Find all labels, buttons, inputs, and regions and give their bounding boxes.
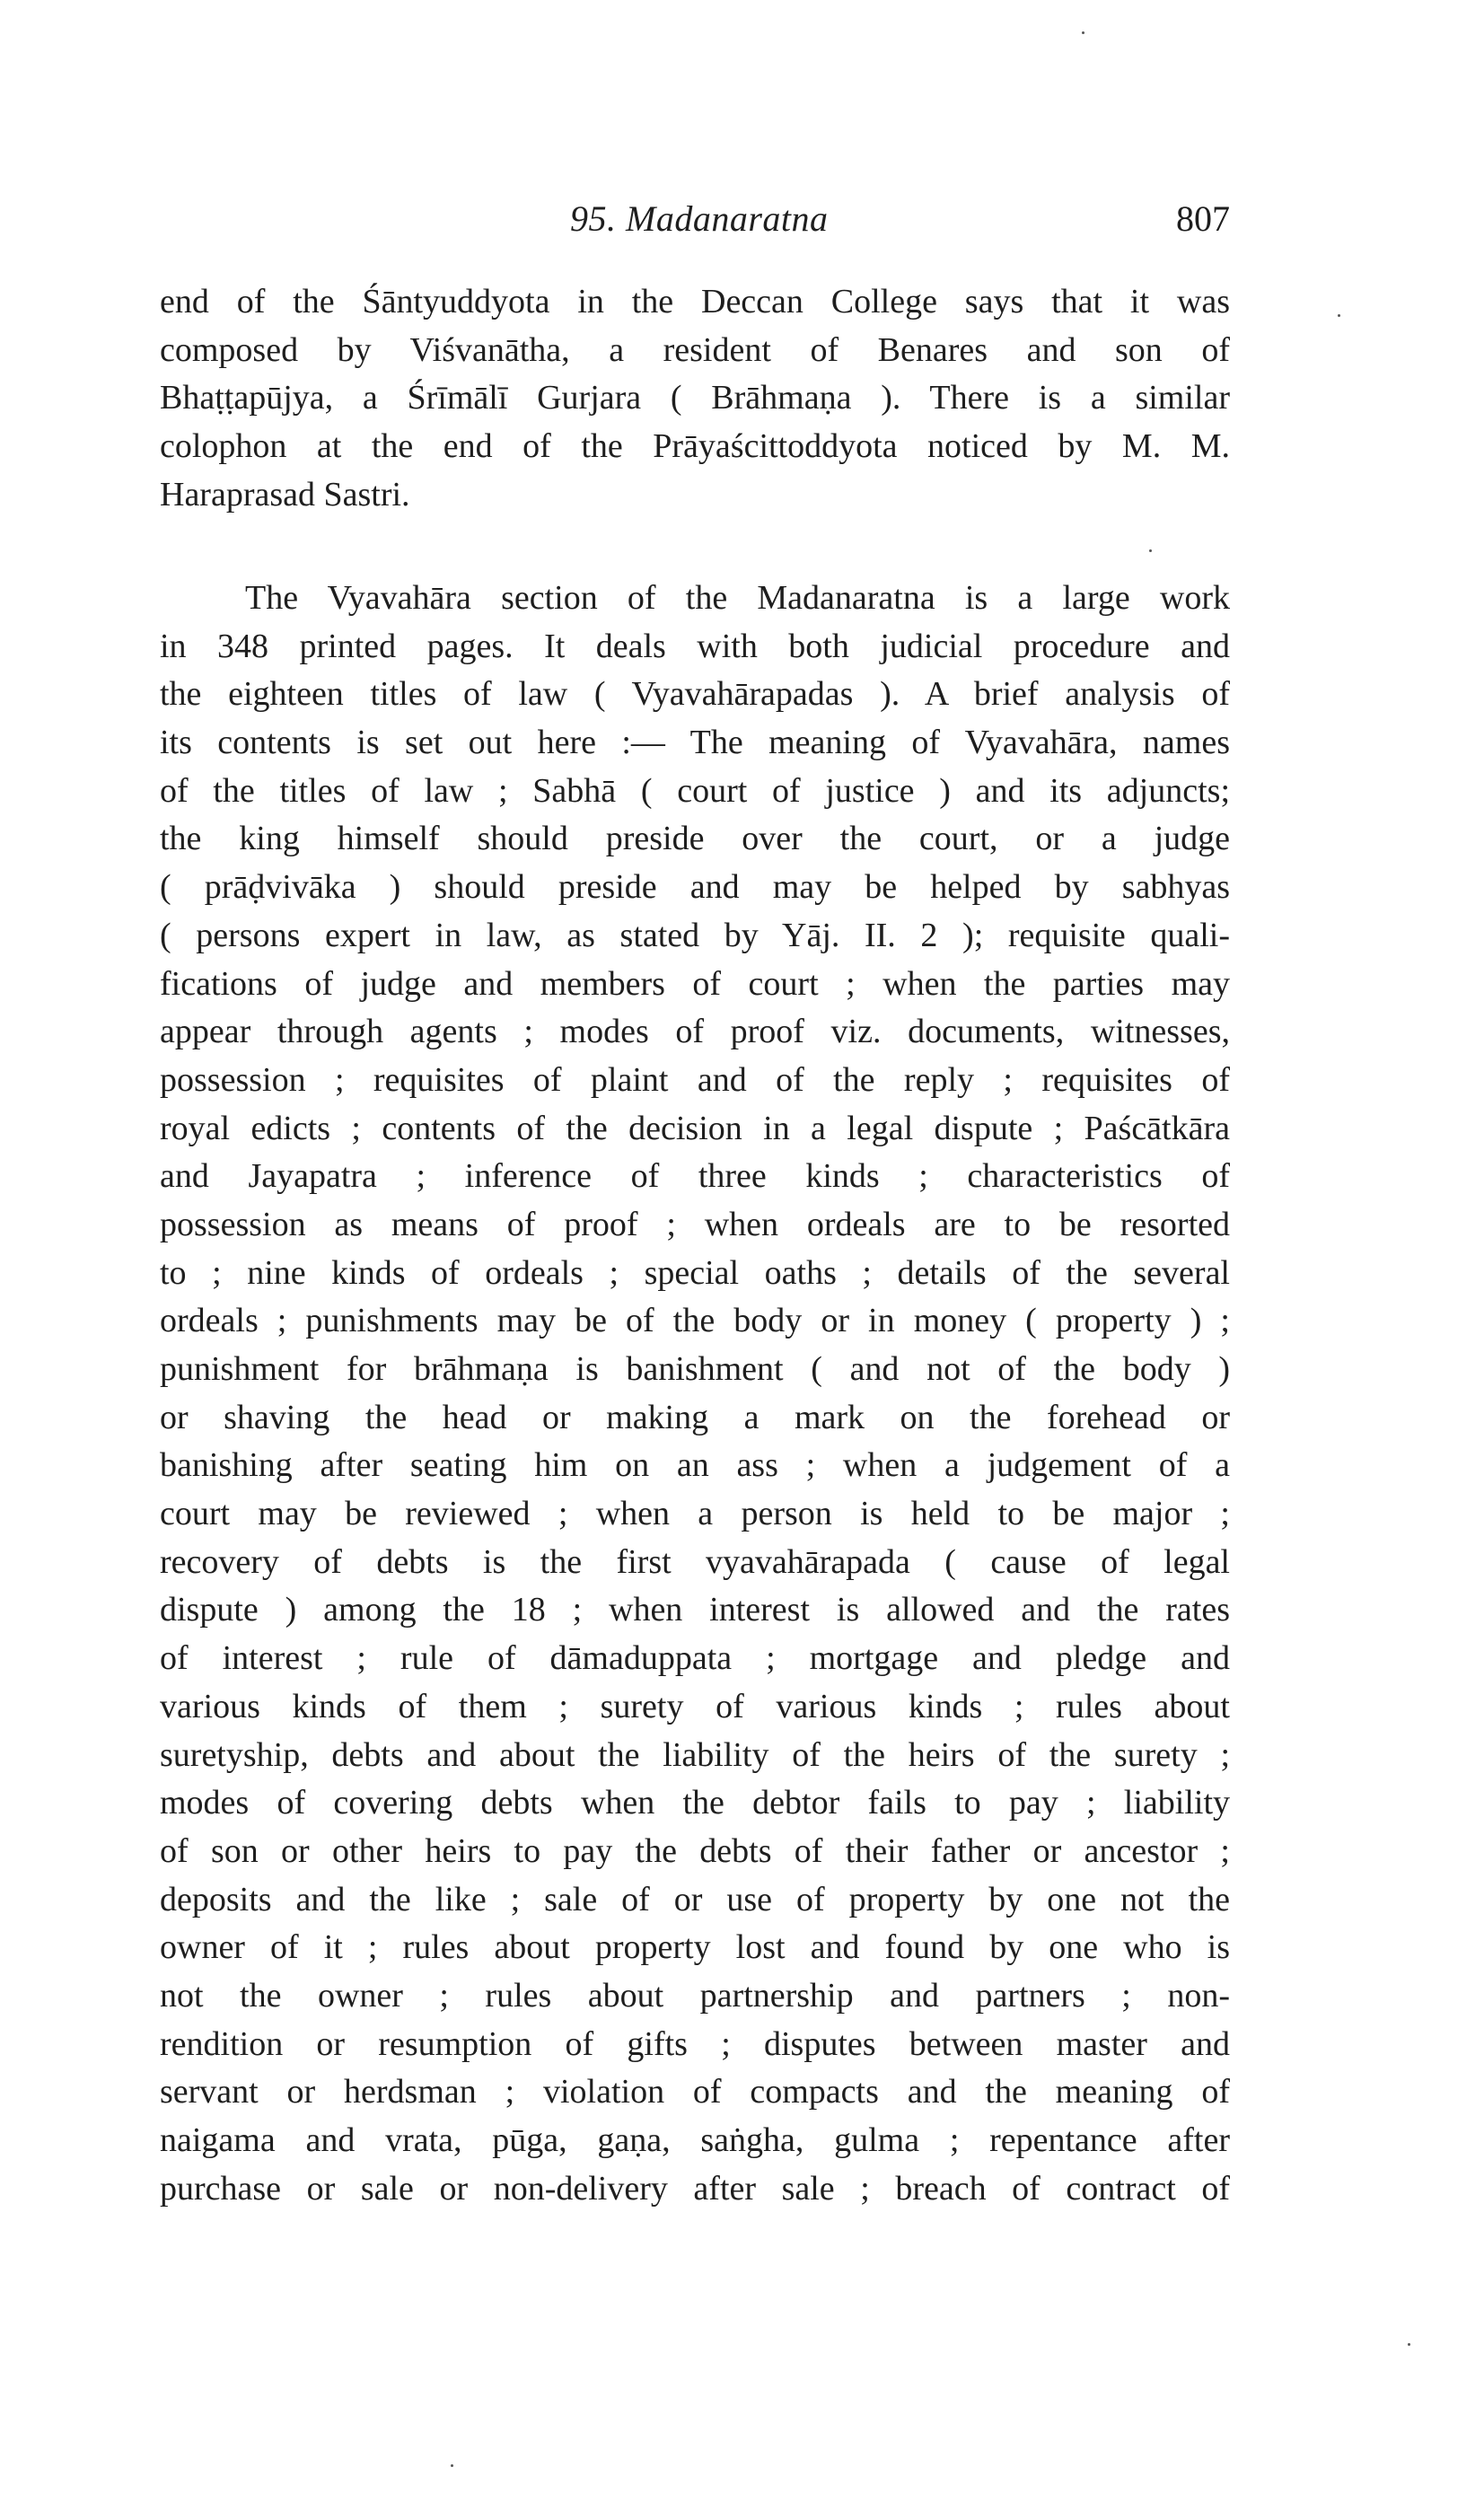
text-line: dispute ) among the 18 ; when interest is allowed and the rates: [160, 1591, 1230, 1629]
text-line: various kinds of them ; surety of various kinds ; rules about: [160, 1687, 1230, 1725]
text-line: The Vyavahāra section of the Madanaratna is a large work: [245, 579, 1230, 617]
text-line: the eighteen titles of law ( Vyavahārapadas ). A brief analysis of: [160, 675, 1230, 714]
text-line: court may be reviewed ; when a person is held to be major ;: [160, 1495, 1230, 1533]
text-line: ( prāḍvivāka ) should preside and may be helped by sabhyas: [160, 868, 1230, 907]
text-line: purchase or sale or non-delivery after sale ; breach of contract of: [160, 2169, 1230, 2208]
text-line: not the owner ; rules about partnership and partners ; non-: [160, 1976, 1230, 2015]
text-line: ( persons expert in law, as stated by Yāj. II. 2 ); requisite quali-: [160, 916, 1230, 954]
text-line: possession ; requisites of plaint and of the reply ; requisites of: [160, 1060, 1230, 1099]
text-line: royal edicts ; contents of the decision in a legal dispute ; Paścātkāra: [160, 1109, 1230, 1147]
text-line: modes of covering debts when the debtor fails to pay ; liability: [160, 1784, 1230, 1822]
text-line: Haraprasad Sastri.: [160, 475, 410, 514]
text-line: Bhaṭṭapūjya, a Śrīmālī Gurjara ( Brāhmaṇa ). There is a similar: [160, 379, 1230, 417]
scan-speck: [1338, 314, 1340, 317]
text-line: ordeals ; punishments may be of the body or in money ( property ) ;: [160, 1302, 1230, 1340]
paragraph-vyavahara-analysis: [160, 575, 1230, 2213]
page-number: 807: [1176, 198, 1230, 239]
text-line: banishing after seating him on an ass ; when a judgement of a: [160, 1446, 1230, 1485]
paragraph-colophon: [160, 278, 1230, 519]
text-line: possession as means of proof ; when ordeals are to be resorted: [160, 1205, 1230, 1243]
text-line: the king himself should preside over the court, or a judge: [160, 820, 1230, 858]
text-line: servant or herdsman ; violation of compacts and the meaning of: [160, 2073, 1230, 2111]
text-line: recovery of debts is the first vyavahārapada ( cause of legal: [160, 1542, 1230, 1581]
scan-speck: [1408, 2343, 1410, 2346]
text-line: and Jayapatra ; inference of three kinds ; characteristics of: [160, 1157, 1230, 1196]
text-line: its contents is set out here :— The meaning of Vyavahāra, names: [160, 724, 1230, 762]
text-line: of son or other heirs to pay the debts of their father or ancestor ;: [160, 1831, 1230, 1870]
text-line: in 348 printed pages. It deals with both judicial procedure and: [160, 627, 1230, 665]
text-line: of the titles of law ; Sabhā ( court of justice ) and its adjuncts;: [160, 771, 1230, 810]
text-line: fications of judge and members of court ; when the parties may: [160, 964, 1230, 1003]
text-line: deposits and the like ; sale of or use of property by one not the: [160, 1880, 1230, 1918]
scan-speck: [1149, 549, 1152, 552]
chapter-title: 95. Madanaratna: [570, 198, 829, 239]
text-line: punishment for brāhmaṇa is banishment ( and not of the body ): [160, 1350, 1230, 1388]
text-line: colophon at the end of the Prāyaścittoddyota noticed by M. M.: [160, 427, 1230, 466]
text-line: appear through agents ; modes of proof viz. documents, witnesses,: [160, 1013, 1230, 1051]
running-head: [0, 198, 1484, 242]
text-line: suretyship, debts and about the liability of the heirs of the surety ;: [160, 1735, 1230, 1774]
text-line: to ; nine kinds of ordeals ; special oaths ; details of the several: [160, 1253, 1230, 1292]
scan-speck: [451, 2464, 453, 2467]
text-line: naigama and vrata, pūga, gaṇa, saṅgha, gulma ; repentance after: [160, 2121, 1230, 2159]
text-line: of interest ; rule of dāmaduppata ; mortgage and pledge and: [160, 1639, 1230, 1678]
text-line: or shaving the head or making a mark on the forehead or: [160, 1398, 1230, 1436]
scan-speck: [1082, 31, 1084, 34]
text-line: owner of it ; rules about property lost and found by one who is: [160, 1928, 1230, 1967]
text-line: composed by Viśvanātha, a resident of Benares and son of: [160, 330, 1230, 369]
text-line: rendition or resumption of gifts ; disputes between master and: [160, 2024, 1230, 2063]
text-line: end of the Śāntyuddyota in the Deccan College says that it was: [160, 283, 1230, 320]
